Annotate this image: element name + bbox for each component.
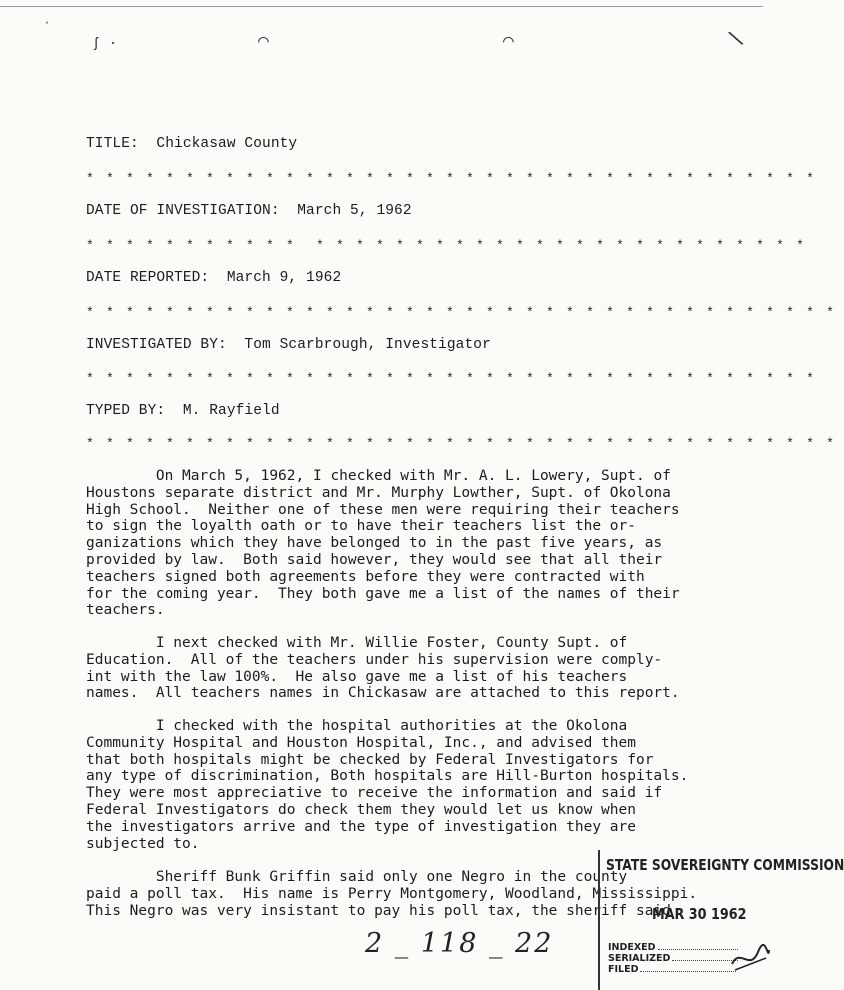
stamp-header: STATE SOVEREIGNTY COMMISSION bbox=[606, 856, 844, 874]
separator-stars: * * * * * * * * * * * * * * * * * * * * * * * * * * * * * * * * * * * * * bbox=[86, 171, 817, 186]
title-line: TITLE: Chickasaw County bbox=[86, 136, 298, 152]
stamp-indexed-label: INDEXED bbox=[608, 942, 656, 953]
stray-mark: ⌒ bbox=[503, 32, 514, 52]
typed-by-line: TYPED BY: M. Rayfield bbox=[86, 403, 280, 419]
body-paragraph-1: On March 5, 1962, I checked with Mr. A. L. Lowery, Supt. of Houstons separate district and Mr. Murphy Lowther, Supt. of Okolona High School. Neither one of these men were requiring their teachers to sign the loyalth oath or to have their teachers list the or- ganizations which they have belonged to in the past five years, as provided by law. Both said however, they would see that all their teachers signed both agreements before they were contracted with for the coming year. They both gave me a list of the names of their teachers. bbox=[86, 468, 680, 619]
stray-mark: ˊ bbox=[42, 18, 58, 38]
stray-mark: \ bbox=[726, 26, 748, 55]
scribble-mark bbox=[730, 942, 770, 972]
separator-stars: * * * * * * * * * * * * * * * * * * * * * * * * * * * * * * * * * * * * * * bbox=[86, 305, 837, 320]
date-reported-line: DATE REPORTED: March 9, 1962 bbox=[86, 270, 342, 286]
stamp-serialized-line bbox=[608, 953, 738, 964]
separator-stars: * * * * * * * * * * * * * * * * * * * * * * * * * * * * * * * * * * * * bbox=[86, 238, 807, 253]
stamp-filed-label: FILED bbox=[608, 964, 639, 975]
body-paragraph-3: I checked with the hospital authorities at the Okolona Community Hospital and Houston Hospital, Inc., and advised them that both hospitals might be checked by Federal Investigators for any type of discrimination, Both hospitals are Hill-Burton hospitals. They were most appreciative to receive the information and said if Federal Investigators do check them they would let us know when the investigators arrive and the type of investigation they are subjected to. bbox=[86, 718, 689, 852]
stray-mark: ʃ · bbox=[92, 36, 118, 52]
stamp-serialized-label: SERIALIZED bbox=[608, 953, 671, 964]
stamp-filed-line bbox=[608, 964, 736, 975]
investigated-by-line: INVESTIGATED BY: Tom Scarbrough, Investigator bbox=[86, 337, 491, 353]
commission-stamp bbox=[598, 850, 844, 990]
stamp-date: MAR 30 1962 bbox=[652, 905, 747, 923]
stamp-indexed-line bbox=[608, 942, 738, 953]
handwritten-file-number: 2 _ 118 _ 22 bbox=[365, 928, 554, 959]
date-of-investigation-line: DATE OF INVESTIGATION: March 5, 1962 bbox=[86, 203, 412, 219]
separator-stars: * * * * * * * * * * * * * * * * * * * * * * * * * * * * * * * * * * * * * bbox=[86, 371, 817, 386]
separator-stars: * * * * * * * * * * * * * * * * * * * * * * * * * * * * * * * * * * * * * * bbox=[86, 436, 837, 451]
stray-mark: ⌒ bbox=[258, 32, 269, 52]
body-paragraph-2: I next checked with Mr. Willie Foster, County Supt. of Education. All of the teachers under his supervision were comply- int with the law 100%. He also gave me a list of his teachers names. All teachers names in Chickasaw are attached to this report. bbox=[86, 635, 680, 702]
page-top-edge bbox=[0, 6, 763, 7]
body-paragraph-4: Sheriff Bunk Griffin said only one Negro in the county paid a poll tax. His name is Perry Montgomery, Woodland, Mississippi. This Negro was very insistant to pay his poll tax, the sheriff said bbox=[86, 869, 698, 919]
